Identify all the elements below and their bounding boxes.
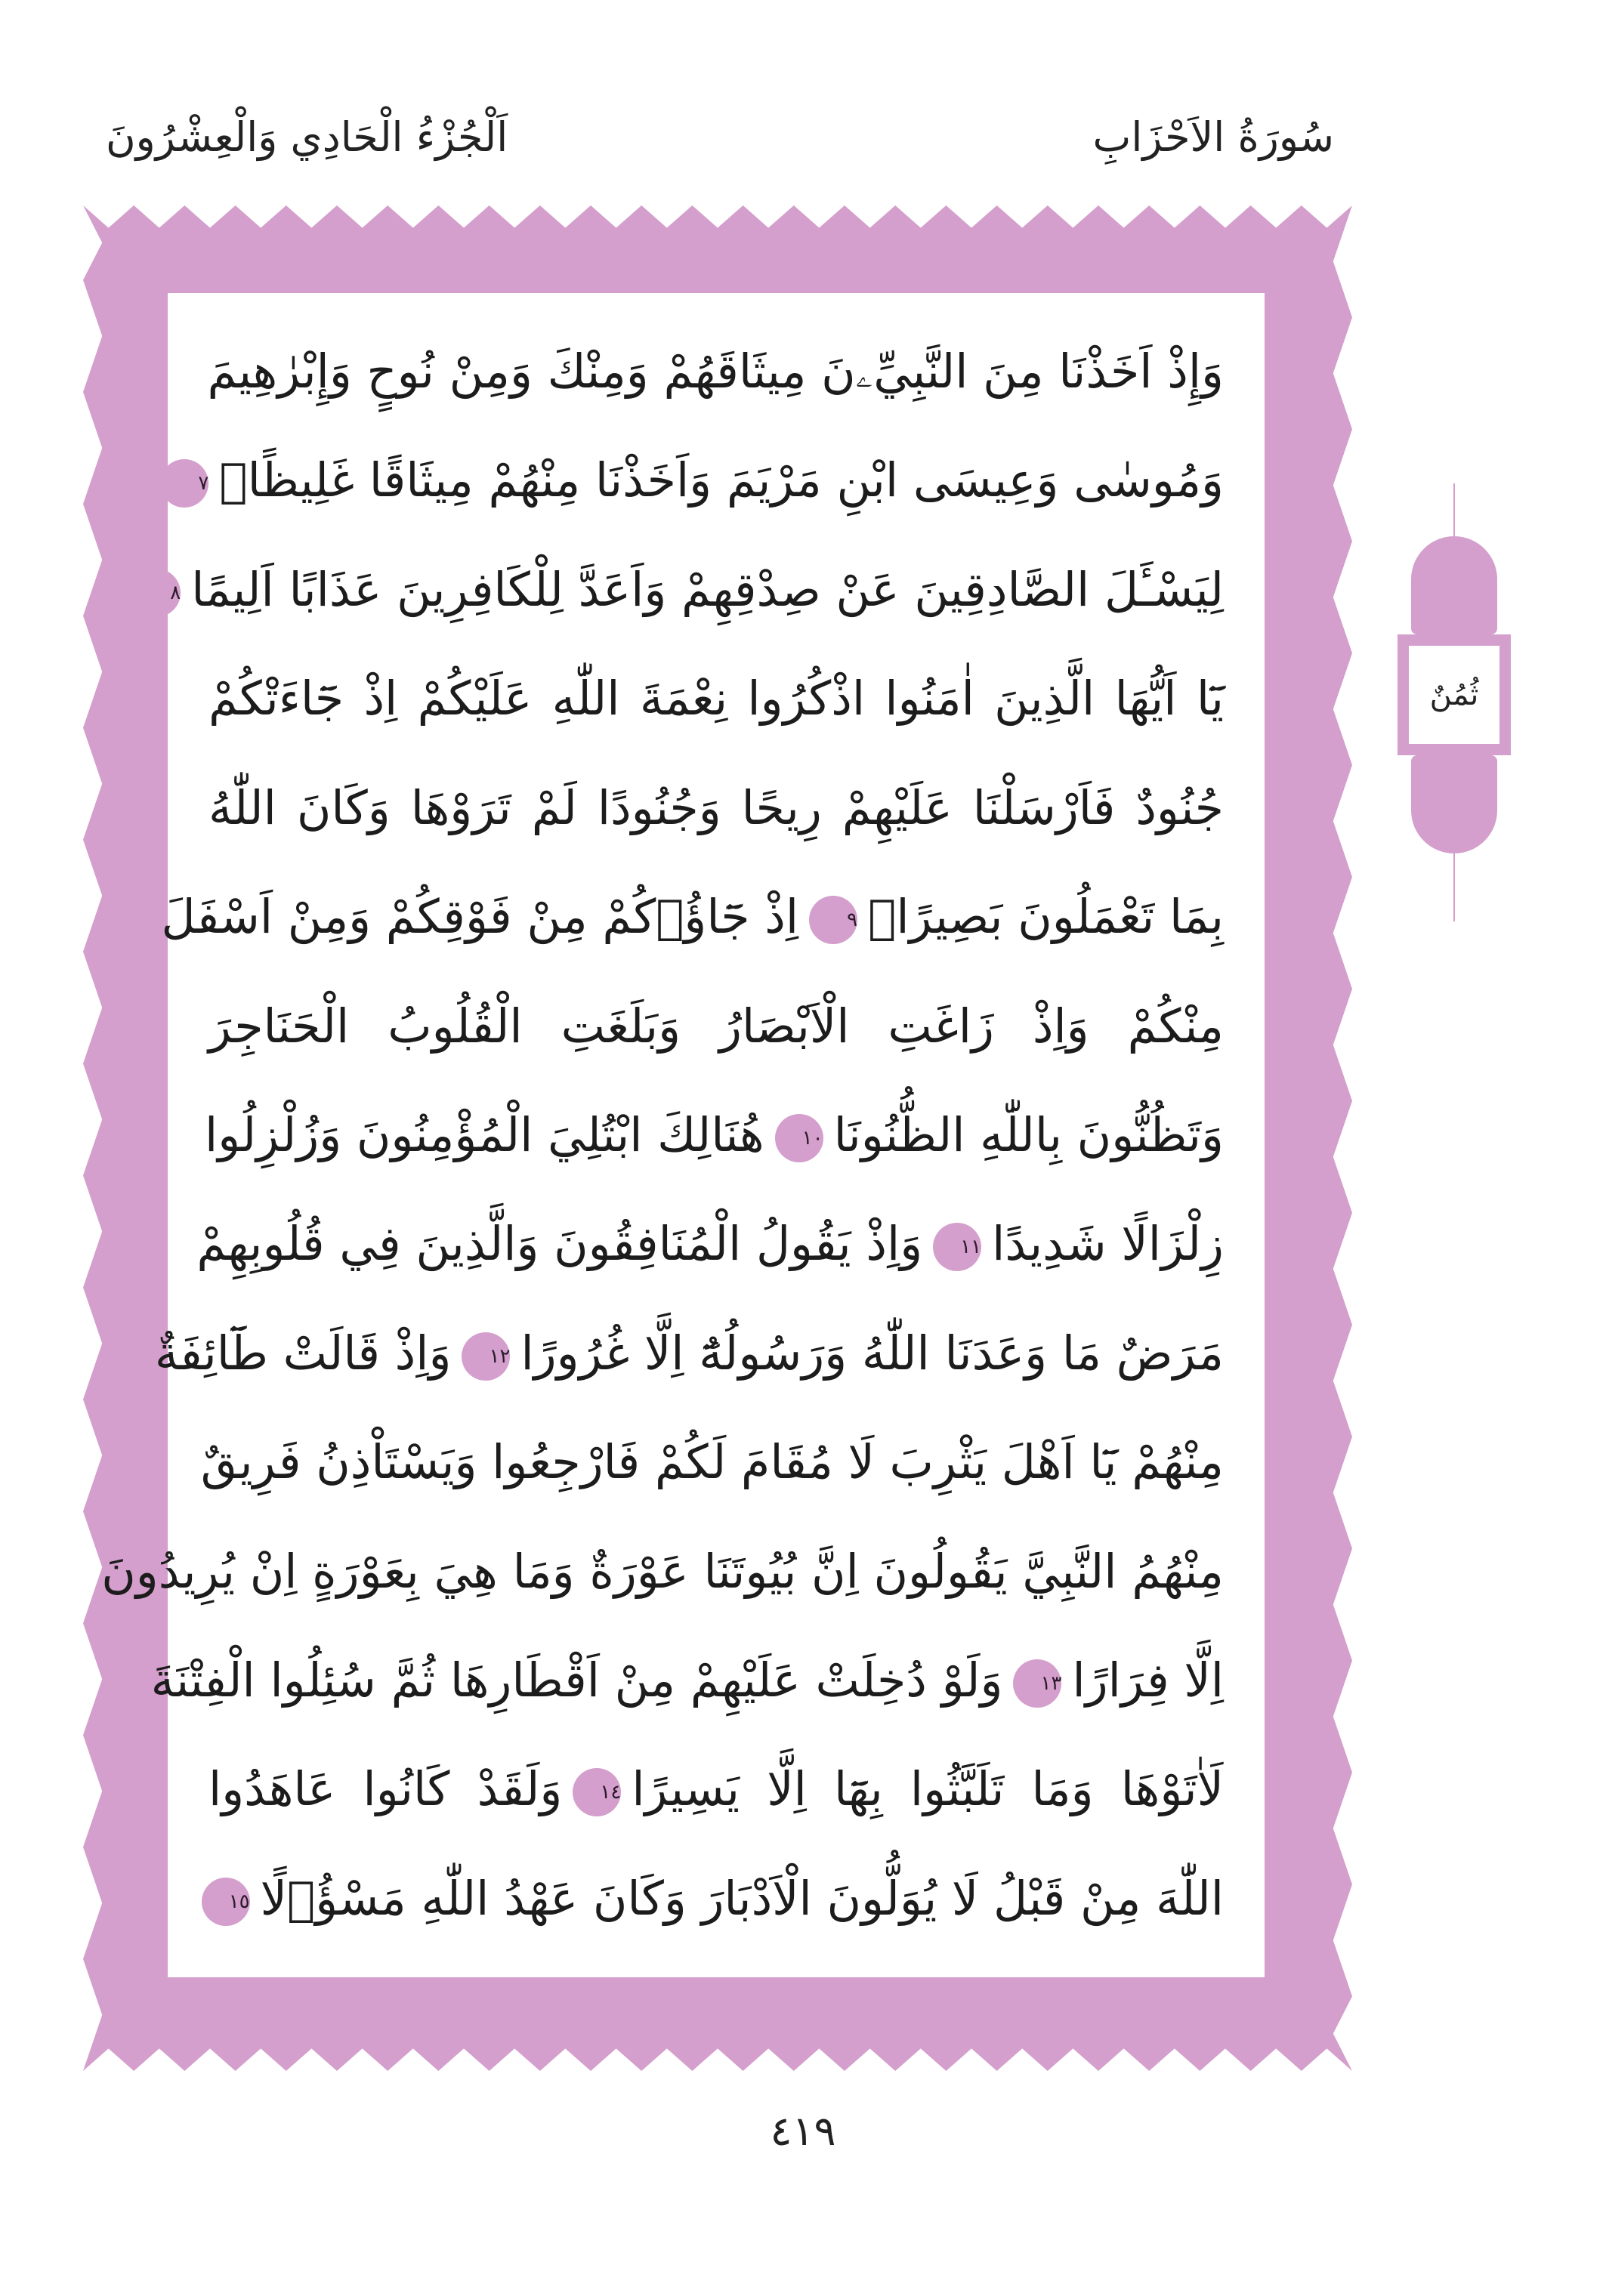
- juz-title: اَلْجُزْءُ الْحَادِي وَالْعِشْرُونَ: [106, 113, 508, 161]
- line-text: وَتَظُنُّونَ بِاللّٰهِ الظُّنُونَا: [833, 1106, 1224, 1162]
- line-text: وَمُوسٰى وَعِيسَى ابْنِ مَرْيَمَ وَاَخَذْنَا مِنْهُمْ مِيثَاقًا غَلِيظًاۙ: [219, 452, 1224, 508]
- text-line: [101, 1523, 1224, 1620]
- text-line: [208, 1850, 1224, 1947]
- ayah-number-marker: ١٣: [1013, 1659, 1061, 1708]
- text-line: [170, 542, 1224, 638]
- line-text: مِنْهُمْ يَٓا اَهْلَ يَثْرِبَ لَا مُقَامَ لَكُمْ فَارْجِعُوا وَيَسْتَاْذِنُ فَرِيقٌ: [200, 1434, 1224, 1490]
- line-text-continued: وَلَقَدْ كَانُوا عَاهَدُوا: [208, 1761, 563, 1817]
- text-line: [208, 323, 1224, 420]
- ayah-number-marker: ٩: [809, 896, 857, 944]
- line-text: اللّٰهَ مِنْ قَبْلُ لَا يُوَلُّونَ الْاَدْبَارَ وَكَانَ عَهْدُ اللّٰهِ مَسْؤُ۫لًا: [260, 1870, 1224, 1926]
- side-label-box: [1398, 634, 1511, 755]
- line-text: مَرَضٌ مَا وَعَدَنَا اللّٰهُ وَرَسُولُهُٓ اِلَّا غُرُورًا: [520, 1325, 1224, 1381]
- text-line: [161, 869, 1224, 965]
- line-text: اِلَّا فِرَارًا: [1072, 1653, 1224, 1708]
- ayah-number-marker: ٧: [160, 459, 208, 508]
- line-text: زِلْزَالًا شَدِيدًا: [992, 1216, 1224, 1272]
- text-line: [196, 1196, 1224, 1292]
- text-line: [200, 1414, 1224, 1511]
- dome-ornament-bottom: [1411, 755, 1497, 853]
- thumn-side-marker: [1398, 483, 1511, 906]
- ayah-number-marker: ١٥: [202, 1878, 250, 1926]
- ayah-number-marker: ٨: [132, 569, 181, 617]
- line-text: لِيَسْـَٔلَ الصَّادِقِينَ عَنْ صِدْقِهِمْ وَاَعَدَّ لِلْكَافِرِينَ عَذَابًا اَلِيمًا: [191, 561, 1224, 617]
- ayah-number-marker: ١١: [933, 1223, 981, 1271]
- text-line: [198, 432, 1224, 529]
- side-label: ثُمُنٌ: [1407, 643, 1502, 746]
- dome-ornament-top: [1411, 536, 1497, 634]
- text-line: [150, 1632, 1224, 1729]
- text-line: [154, 1305, 1224, 1402]
- line-text: مِنْكُمْ وَاِذْ زَاغَتِ الْاَبْصَارُ وَبَلَغَتِ الْقُلُوبُ الْحَنَاجِرَ: [208, 998, 1224, 1054]
- text-line: [208, 1741, 1224, 1838]
- line-text-continued: اِذْ جَٓاؤُ۫كُمْ مِنْ فَوْقِكُمْ وَمِنْ اَسْفَلَ: [161, 889, 799, 945]
- line-text-continued: هُنَالِكَ ابْتُلِيَ الْمُؤْمِنُونَ وَزُلْزِلُوا: [205, 1106, 764, 1162]
- line-text-continued: وَلَوْ دُخِلَتْ عَلَيْهِمْ مِنْ اَقْطَارِهَا ثُمَّ سُئِلُوا الْفِتْنَةَ: [150, 1653, 1003, 1708]
- line-text: بِمَا تَعْمَلُونَ بَصِيرًاۚ: [868, 889, 1224, 945]
- text-line: [208, 978, 1224, 1075]
- line-text-continued: وَاِذْ يَقُولُ الْمُنَافِقُونَ وَالَّذِينَ فِي قُلُوبِهِمْ: [196, 1216, 923, 1272]
- ayah-number-marker: ١٢: [462, 1332, 510, 1381]
- line-text: وَإِذْ اَخَذْنَا مِنَ النَّبِيِّۦنَ مِيثَاقَهُمْ وَمِنْكَ وَمِنْ نُوحٍ وَإِبْرٰهِيمَ: [207, 344, 1224, 399]
- line-text: لَاٰتَوْهَا وَمَا تَلَبَّثُوا بِهَٓا اِلَّا يَسِيرًا: [632, 1761, 1224, 1817]
- text-line: [208, 650, 1224, 747]
- surah-title: سُورَةُ الاَحْزَابِ: [1092, 113, 1334, 161]
- page-number: ٤١٩: [770, 2107, 836, 2155]
- line-text: يَٓا اَيُّهَا الَّذِينَ اٰمَنُوا اذْكُرُوا نِعْمَةَ اللّٰهِ عَلَيْكُمْ اِذْ جَٓاءَتْكُمْ: [208, 671, 1224, 727]
- line-text: مِنْهُمُ النَّبِيَّ يَقُولُونَ اِنَّ بُيُوتَنَا عَوْرَةٌ وَمَا هِيَ بِعَوْرَةٍ اِنْ يُرِيدُونَ: [101, 1543, 1224, 1599]
- text-line: [208, 760, 1224, 856]
- quran-text-panel: [101, 293, 1265, 1977]
- text-line: [205, 1087, 1224, 1183]
- line-text: جُنُودٌ فَاَرْسَلْنَا عَلَيْهِمْ رِيحًا وَجُنُودًا لَمْ تَرَوْهَا وَكَانَ اللّٰهُ: [208, 779, 1224, 835]
- ayah-number-marker: ١٤: [573, 1768, 621, 1816]
- line-text-continued: وَاِذْ قَالَتْ طَٓائِفَةٌ: [154, 1325, 452, 1381]
- ayah-number-marker: ١٠: [775, 1114, 823, 1162]
